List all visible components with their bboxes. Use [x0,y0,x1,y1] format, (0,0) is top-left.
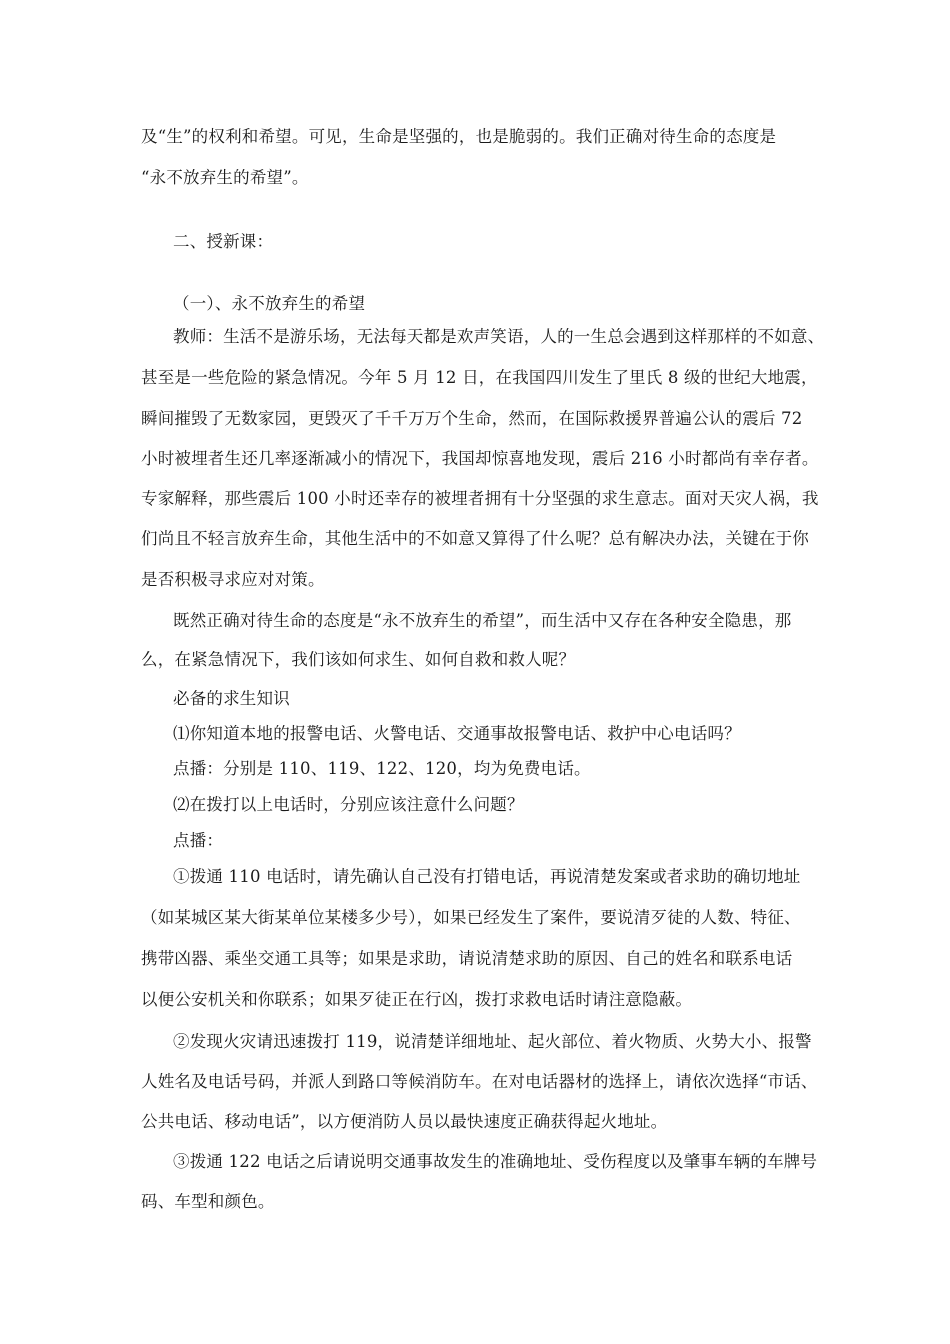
item-110-line: （如某城区某大街某单位某楼多少号），如果已经发生了案件，要说清歹徒的人数、特征、 [141,908,801,927]
question-1: ⑴你知道本地的报警电话、火警电话、交通事故报警电话、救护中心电话吗？ [173,724,741,743]
teacher-paragraph-line: 教师：生活不是游乐场，无法每天都是欢声笑语，人的一生总会遇到这样那样的不如意、 [173,327,825,346]
intro-line: 及“生”的权利和希望。可见，生命是坚强的，也是脆弱的。我们正确对待生命的态度是 [141,127,777,146]
teacher-paragraph-line: 们尚且不轻言放弃生命，其他生活中的不如意又算得了什么呢？总有解决办法，关键在于你 [141,529,809,548]
teacher-paragraph-line: 是否积极寻求应对对策。 [141,570,325,589]
question-2: ⑵在拨打以上电话时，分别应该注意什么问题？ [173,795,524,814]
item-119-line: ②发现火灾请迅速拨打 119，说清楚详细地址、起火部位、着火物质、火势大小、报警 [173,1032,812,1051]
intro-line: “永不放弃生的希望”。 [141,168,309,187]
teacher-paragraph-line: 小时被埋者生还几率逐渐减小的情况下，我国却惊喜地发现，震后 216 小时都尚有幸存者。 [141,449,819,468]
teacher-paragraph-line: 甚至是一些危险的紧急情况。今年 5 月 12 日，在我国四川发生了里氏 8 级的世纪大地震， [141,368,818,387]
answer-2-label: 点播： [173,831,224,850]
teacher-paragraph-line: 专家解释，那些震后 100 小时还幸存的被埋者拥有十分坚强的求生意志。面对天灾人祸，我 [141,489,819,508]
item-110-line: 以便公安机关和你联系；如果歹徒正在行凶，拨打求救电话时请注意隐蔽。 [141,990,693,1009]
answer-1: 点播：分别是 110、119、122、120，均为免费电话。 [173,759,591,778]
transition-paragraph-line: 么，在紧急情况下，我们该如何求生、如何自救和救人呢？ [141,650,576,669]
knowledge-heading: 必备的求生知识 [173,689,290,708]
item-110-line: 携带凶器、乘坐交通工具等；如果是求助，请说清楚求助的原因、自己的姓名和联系电话 [141,949,793,968]
transition-paragraph-line: 既然正确对待生命的态度是“永不放弃生的希望”，而生活中又存在各种安全隐患，那 [173,611,792,630]
teacher-paragraph-line: 瞬间摧毁了无数家园，更毁灭了千千万万个生命，然而，在国际救援界普遍公认的震后 72 [141,409,803,428]
item-110-line: ①拨通 110 电话时，请先确认自己没有打错电话，再说清楚发案或者求助的确切地址 [173,867,801,886]
item-122-line: ③拨通 122 电话之后请说明交通事故发生的准确地址、受伤程度以及肇事车辆的车牌号 [173,1152,818,1171]
subsection-heading: （一）、永不放弃生的希望 [173,294,366,313]
item-122-line: 码、车型和颜色。 [141,1192,275,1211]
section-heading: 二、授新课： [173,232,274,251]
item-119-line: 公共电话、移动电话”，以方便消防人员以最快速度正确获得起火地址。 [141,1112,668,1131]
item-119-line: 人姓名及电话号码，并派人到路口等候消防车。在对电话器材的选择上，请依次选择“市话、 [141,1072,818,1091]
